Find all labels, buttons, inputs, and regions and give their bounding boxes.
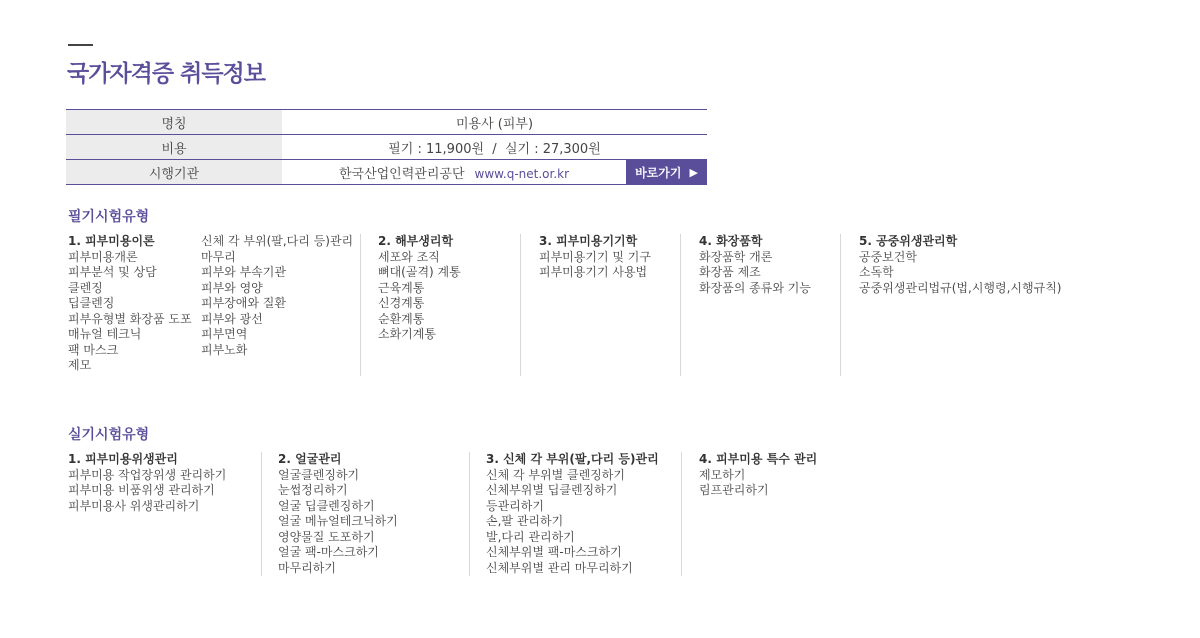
- list-item: 공중위생관리법규(법,시행령,시행규칙): [859, 280, 1062, 295]
- list-item: 신체부위별 관리 마무리하기: [486, 560, 633, 575]
- go-button[interactable]: [626, 160, 707, 184]
- list-item: 소독학: [859, 265, 894, 279]
- list-item: 신체부위별 딥클렌징하기: [486, 483, 618, 497]
- row-value-name: 미용사 (피부): [455, 116, 534, 132]
- written-col-2: [378, 234, 461, 343]
- column-divider: [469, 452, 470, 576]
- written-section-title: 필기시험유형: [68, 209, 150, 225]
- row-label-name: 명칭: [66, 110, 282, 135]
- list-item: 세포와 조직: [378, 249, 440, 264]
- list-item: 피부미용기기 사용법: [539, 265, 648, 279]
- list-item: 피부미용사 위생관리하기: [68, 498, 200, 513]
- list-item: 얼굴클렌징하기: [278, 467, 360, 482]
- org-url-link[interactable]: www.q-net.or.kr: [474, 166, 570, 181]
- list-item: 클렌징: [68, 280, 103, 295]
- written-col-1-heading: 1. 피부미용이론: [68, 234, 155, 248]
- list-item: 피부미용 비품위생 관리하기: [68, 483, 215, 497]
- org-wrap: [339, 163, 569, 182]
- list-item: 신체 각 부위별 클렌징하기: [486, 467, 625, 482]
- list-item: 림프관리하기: [699, 483, 769, 497]
- list-item: 피부장애와 질환: [201, 296, 286, 310]
- list-item: 발,다리 관리하기: [486, 529, 575, 544]
- list-item: 얼굴 팩-마스크하기: [278, 545, 379, 559]
- list-item: 얼굴 메뉴얼테크닉하기: [278, 514, 398, 528]
- column-divider: [520, 234, 521, 376]
- list-item: 피부와 부속기관: [201, 265, 286, 279]
- row-value-cost: 필기 : 11,900원 / 실기 : 27,300원: [282, 135, 707, 160]
- written-col-1-list-a: [68, 250, 201, 374]
- list-item: 피부미용 작업장위생 관리하기: [68, 467, 227, 482]
- list-item: 매뉴얼 테크닉: [68, 327, 142, 341]
- list-item: 피부미용기기 및 기구: [539, 249, 651, 264]
- column-divider: [261, 452, 262, 576]
- list-item: 신체부위별 팩-마스크하기: [486, 545, 622, 559]
- list-item: 피부면역: [201, 327, 248, 341]
- practical-col-1: [68, 452, 226, 514]
- practical-col-3: [486, 452, 659, 576]
- list-item: 눈썹정리하기: [278, 483, 348, 497]
- list-item: 영양물질 도포하기: [278, 529, 375, 544]
- written-col-5: [859, 234, 1061, 296]
- list-item: 마무리: [201, 249, 236, 264]
- practical-col-4-heading: 4. 피부미용 특수 관리: [699, 452, 818, 466]
- go-button-label: 바로가기: [635, 165, 682, 180]
- row-label-org: 시행기관: [66, 160, 282, 185]
- list-item: 제모: [68, 358, 92, 372]
- list-item: 화장품학 개론: [699, 249, 773, 264]
- row-label-cost: 비용: [66, 135, 282, 160]
- written-col-2-heading: 2. 해부생리학: [378, 234, 454, 248]
- list-item: 피부유형별 화장품 도포: [68, 311, 192, 326]
- column-divider: [360, 234, 361, 376]
- practical-col-1-heading: 1. 피부미용위생관리: [68, 452, 178, 466]
- list-item: 신체 각 부위(팔,다리 등)관리: [201, 234, 354, 248]
- written-col-4-heading: 4. 화장품학: [699, 234, 763, 248]
- title-accent-rule: [68, 44, 93, 46]
- list-item: 화장품 제조: [699, 265, 761, 279]
- list-item: 피부분석 및 상담: [68, 265, 157, 279]
- column-divider: [680, 234, 681, 376]
- written-col-5-heading: 5. 공중위생관리학: [859, 234, 958, 248]
- list-item: 손,팔 관리하기: [486, 514, 564, 528]
- practical-section-title: 실기시험유형: [68, 427, 150, 443]
- list-item: 딥클렌징: [68, 296, 115, 310]
- play-triangle-icon: ▶: [689, 165, 698, 179]
- list-item: 등관리하기: [486, 498, 544, 513]
- list-item: 뼈대(골격) 계통: [378, 265, 461, 279]
- written-col-4: [699, 234, 811, 296]
- table-row: [66, 135, 707, 160]
- list-item: 피부와 영양: [201, 280, 263, 295]
- page-title: 국가자격증 취득정보: [67, 61, 265, 87]
- written-col-1-list-b: [201, 234, 353, 374]
- list-item: 화장품의 종류와 기능: [699, 280, 811, 295]
- column-divider: [681, 452, 682, 576]
- list-item: 순환계통: [378, 311, 425, 326]
- table-row: [66, 160, 707, 185]
- list-item: 소화기계통: [378, 327, 436, 341]
- practical-col-2: [278, 452, 398, 576]
- info-table: [66, 109, 707, 185]
- practical-col-3-heading: 3. 신체 각 부위(팔,다리 등)관리: [486, 452, 659, 466]
- list-item: 얼굴 딥클렌징하기: [278, 498, 375, 513]
- practical-col-2-heading: 2. 얼굴관리: [278, 452, 342, 466]
- table-row: [66, 110, 707, 135]
- list-item: 신경계통: [378, 296, 425, 310]
- written-col-3: [539, 234, 651, 281]
- written-col-3-heading: 3. 피부미용기기학: [539, 234, 638, 248]
- list-item: 공중보건학: [859, 249, 917, 264]
- list-item: 근육계통: [378, 280, 425, 295]
- written-col-1: [68, 234, 353, 374]
- list-item: 제모하기: [699, 467, 746, 482]
- list-item: 피부와 광선: [201, 311, 263, 326]
- org-name: 한국산업인력관리공단: [338, 166, 465, 182]
- list-item: 팩 마스크: [68, 342, 119, 357]
- row-value-org-cell: [282, 160, 707, 185]
- practical-col-4: [699, 452, 817, 499]
- list-item: 마무리하기: [278, 560, 336, 575]
- list-item: 피부미용개론: [68, 249, 138, 264]
- list-item: 피부노화: [201, 342, 248, 357]
- column-divider: [840, 234, 841, 376]
